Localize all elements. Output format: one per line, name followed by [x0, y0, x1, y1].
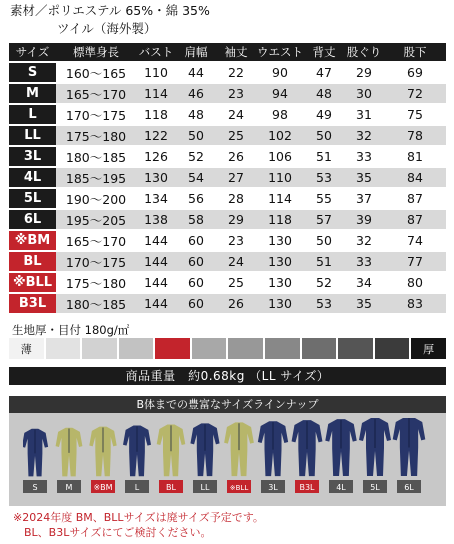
value-cell: 118	[136, 105, 176, 124]
column-header: バスト	[136, 43, 176, 61]
thickness-thin-label: 薄	[9, 338, 44, 359]
value-cell: 47	[304, 63, 344, 82]
value-cell: 78	[384, 126, 446, 145]
coverall-figure	[393, 418, 426, 476]
value-cell: 134	[136, 189, 176, 208]
coverall-figure	[23, 429, 48, 477]
size-table	[9, 41, 446, 315]
size-cell: B3L	[9, 294, 56, 313]
value-cell: 53	[304, 168, 344, 187]
value-cell: 34	[344, 273, 384, 292]
lineup-size-labels	[23, 480, 433, 494]
thickness-swatch	[155, 338, 190, 359]
table-row	[9, 189, 446, 208]
value-cell: 31	[344, 105, 384, 124]
value-cell: 54	[176, 168, 216, 187]
value-cell: 27	[216, 168, 256, 187]
lineup-size-label: M	[65, 483, 73, 492]
table-row	[9, 231, 446, 250]
column-header: サイズ	[9, 43, 56, 61]
value-cell: 87	[384, 189, 446, 208]
value-cell: 160〜165	[56, 63, 136, 82]
coverall-figure	[292, 420, 323, 476]
value-cell: 122	[136, 126, 176, 145]
size-cell: S	[9, 63, 56, 82]
value-cell: 52	[304, 273, 344, 292]
column-header: 股ぐり	[344, 43, 384, 61]
value-cell: 110	[256, 168, 304, 187]
value-cell: 30	[344, 84, 384, 103]
fabric-thickness-scale	[9, 338, 446, 359]
size-table-header	[9, 43, 446, 61]
size-cell: 4L	[9, 168, 56, 187]
value-cell: 165〜170	[56, 231, 136, 250]
value-cell: 28	[216, 189, 256, 208]
coverall-figure	[123, 426, 151, 477]
value-cell: 50	[176, 126, 216, 145]
value-cell: 33	[344, 252, 384, 271]
thickness-swatch	[46, 338, 81, 359]
column-header: 背丈	[304, 43, 344, 61]
value-cell: 130	[256, 273, 304, 292]
value-cell: 170〜175	[56, 252, 136, 271]
size-cell: LL	[9, 126, 56, 145]
value-cell: 57	[304, 210, 344, 229]
size-lineup-panel	[9, 396, 446, 506]
coverall-figure	[258, 421, 288, 476]
lineup-size-label: 6L	[404, 483, 414, 492]
thickness-swatch	[192, 338, 227, 359]
value-cell: 81	[384, 147, 446, 166]
value-cell: 48	[176, 105, 216, 124]
lineup-size-label: S	[32, 483, 38, 492]
value-cell: 25	[216, 126, 256, 145]
value-cell: 53	[304, 294, 344, 313]
table-row	[9, 126, 446, 145]
size-cell: L	[9, 105, 56, 124]
value-cell: 51	[304, 147, 344, 166]
column-header: 股下	[384, 43, 446, 61]
value-cell: 48	[304, 84, 344, 103]
value-cell: 190〜200	[56, 189, 136, 208]
lineup-title: B体までの豊富なサイズラインナップ	[9, 396, 446, 413]
value-cell: 69	[384, 63, 446, 82]
note-line1: ※2024年度 BM、BLLサイズは廃サイズ予定です。	[13, 511, 264, 524]
value-cell: 60	[176, 231, 216, 250]
coverall-body	[23, 429, 48, 477]
value-cell: 83	[384, 294, 446, 313]
table-row	[9, 210, 446, 229]
value-cell: 130	[136, 168, 176, 187]
value-cell: 26	[216, 294, 256, 313]
value-cell: 185〜195	[56, 168, 136, 187]
value-cell: 98	[256, 105, 304, 124]
table-row	[9, 168, 446, 187]
value-cell: 74	[384, 231, 446, 250]
value-cell: 35	[344, 294, 384, 313]
value-cell: 144	[136, 294, 176, 313]
value-cell: 35	[344, 168, 384, 187]
lineup-size-label: L	[134, 483, 140, 492]
value-cell: 60	[176, 273, 216, 292]
value-cell: 58	[176, 210, 216, 229]
value-cell: 84	[384, 168, 446, 187]
value-cell: 118	[256, 210, 304, 229]
value-cell: 110	[136, 63, 176, 82]
thickness-swatch	[302, 338, 337, 359]
lineup-size-label: ※BLL	[229, 484, 249, 492]
value-cell: 60	[176, 252, 216, 271]
value-cell: 114	[256, 189, 304, 208]
value-cell: 23	[216, 84, 256, 103]
thickness-swatch	[119, 338, 154, 359]
value-cell: 50	[304, 231, 344, 250]
lineup-size-label: 3L	[268, 483, 278, 492]
coverall-figure	[325, 419, 356, 476]
note-line2: BL、B3Lサイズにてご検討ください。	[24, 526, 212, 539]
table-row	[9, 294, 446, 313]
value-cell: 25	[216, 273, 256, 292]
lineup-size-label: ※BM	[93, 483, 113, 492]
value-cell: 180〜185	[56, 294, 136, 313]
value-cell: 144	[136, 273, 176, 292]
value-cell: 49	[304, 105, 344, 124]
product-weight: 商品重量 約0.68kg （LL サイズ）	[9, 367, 446, 385]
discontinued-note	[13, 510, 264, 540]
value-cell: 180〜185	[56, 147, 136, 166]
coverall-figure	[56, 428, 83, 477]
thickness-swatch	[265, 338, 300, 359]
thickness-thick-label: 厚	[411, 338, 446, 359]
coverall-figure	[157, 424, 186, 476]
value-cell: 33	[344, 147, 384, 166]
table-row	[9, 147, 446, 166]
material-spec	[10, 2, 210, 38]
material-line2: ツイル（海外製）	[57, 21, 157, 36]
value-cell: 24	[216, 105, 256, 124]
table-row	[9, 84, 446, 103]
size-cell: ※BM	[9, 231, 56, 250]
size-cell: BL	[9, 252, 56, 271]
value-cell: 44	[176, 63, 216, 82]
value-cell: 56	[176, 189, 216, 208]
value-cell: 130	[256, 252, 304, 271]
value-cell: 144	[136, 231, 176, 250]
value-cell: 52	[176, 147, 216, 166]
coverall-figure	[89, 427, 116, 477]
value-cell: 72	[384, 84, 446, 103]
coverall-figure	[224, 422, 254, 476]
value-cell: 23	[216, 231, 256, 250]
value-cell: 39	[344, 210, 384, 229]
column-header: ウエスト	[257, 45, 303, 59]
material-line1: 素材／ポリエステル 65%・綿 35%	[10, 3, 210, 18]
value-cell: 126	[136, 147, 176, 166]
coverall-figure	[359, 418, 391, 476]
column-header: 標準身長	[56, 43, 136, 61]
table-row	[9, 63, 446, 82]
size-cell: M	[9, 84, 56, 103]
size-cell: 5L	[9, 189, 56, 208]
value-cell: 26	[216, 147, 256, 166]
size-cell: 6L	[9, 210, 56, 229]
value-cell: 22	[216, 63, 256, 82]
lineup-size-label: BL	[166, 483, 176, 492]
value-cell: 55	[304, 189, 344, 208]
value-cell: 144	[136, 252, 176, 271]
lineup-size-label: LL	[200, 483, 210, 492]
value-cell: 175〜180	[56, 126, 136, 145]
value-cell: 37	[344, 189, 384, 208]
column-header: 袖丈	[216, 43, 256, 61]
coverall-figure	[190, 423, 219, 476]
value-cell: 195〜205	[56, 210, 136, 229]
value-cell: 175〜180	[56, 273, 136, 292]
thickness-swatch	[338, 338, 373, 359]
column-header: 肩幅	[176, 43, 216, 61]
thickness-swatch	[375, 338, 410, 359]
fabric-thickness-label: 生地厚・目付 180g/㎡	[12, 323, 130, 337]
thickness-swatch	[82, 338, 117, 359]
value-cell: 32	[344, 126, 384, 145]
value-cell: 29	[344, 63, 384, 82]
lineup-size-label: 4L	[336, 483, 346, 492]
value-cell: 130	[256, 294, 304, 313]
lineup-size-label: B3L	[299, 483, 315, 492]
table-row	[9, 105, 446, 124]
size-cell: 3L	[9, 147, 56, 166]
value-cell: 94	[256, 84, 304, 103]
coverall-figures	[23, 418, 433, 478]
lineup-size-label: 5L	[370, 483, 380, 492]
value-cell: 29	[216, 210, 256, 229]
value-cell: 102	[256, 126, 304, 145]
value-cell: 106	[256, 147, 304, 166]
table-row	[9, 252, 446, 271]
value-cell: 80	[384, 273, 446, 292]
value-cell: 50	[304, 126, 344, 145]
thickness-swatch	[228, 338, 263, 359]
value-cell: 87	[384, 210, 446, 229]
value-cell: 60	[176, 294, 216, 313]
value-cell: 90	[256, 63, 304, 82]
value-cell: 165〜170	[56, 84, 136, 103]
value-cell: 170〜175	[56, 105, 136, 124]
value-cell: 77	[384, 252, 446, 271]
size-cell: ※BLL	[9, 273, 56, 292]
value-cell: 51	[304, 252, 344, 271]
value-cell: 46	[176, 84, 216, 103]
value-cell: 75	[384, 105, 446, 124]
value-cell: 24	[216, 252, 256, 271]
value-cell: 114	[136, 84, 176, 103]
value-cell: 130	[256, 231, 304, 250]
table-row	[9, 273, 446, 292]
value-cell: 32	[344, 231, 384, 250]
value-cell: 138	[136, 210, 176, 229]
